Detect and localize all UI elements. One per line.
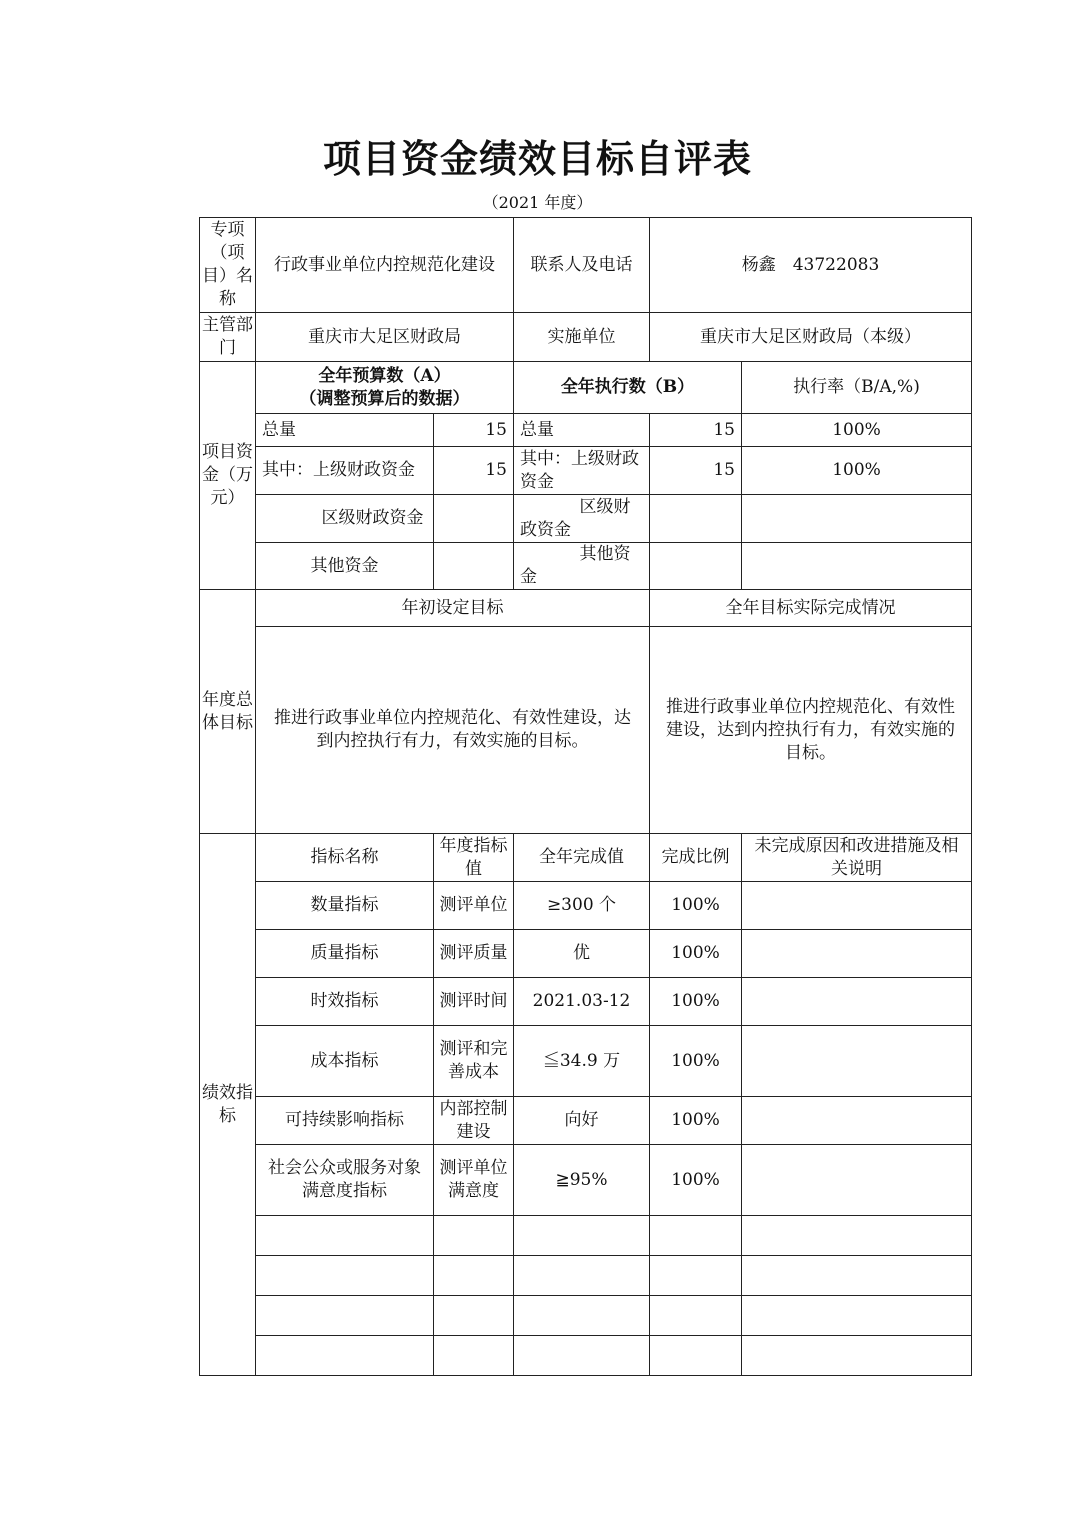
indicator-name (256, 1336, 434, 1376)
indicator-note (742, 1145, 972, 1216)
dept-label: 主管部门 (200, 313, 256, 362)
indicator-ratio (650, 1336, 742, 1376)
indicator-name: 成本指标 (256, 1026, 434, 1097)
indicator-name: 社会公众或服务对象满意度指标 (256, 1145, 434, 1216)
funds-row (200, 543, 972, 590)
indicator-ratio (650, 1216, 742, 1256)
funds-header-row (200, 362, 972, 414)
rate-row-value (742, 495, 972, 543)
indicator-actual: 优 (514, 930, 650, 978)
rate-row-value: 100% (742, 447, 972, 495)
indicator-row-empty (200, 1296, 972, 1336)
contact-label: 联系人及电话 (514, 218, 650, 313)
indicator-target: 测评和完善成本 (434, 1026, 514, 1097)
indicator-ratio: 100% (650, 1026, 742, 1097)
indicator-row-empty (200, 1336, 972, 1376)
indicator-row (200, 1097, 972, 1145)
indicator-name (256, 1216, 434, 1256)
indicator-ratio: 100% (650, 930, 742, 978)
budget-header-note: （调整预算后的数据） (299, 388, 470, 409)
exec-row-label: 总量 (514, 414, 650, 447)
impl-value: 重庆市大足区财政局（本级） (650, 313, 972, 362)
goals-set-text: 推进行政事业单位内控规范化、有效性建设，达到内控执行有力，有效实施的目标。 (256, 627, 650, 834)
budget-row-label: 区级财政资金 (256, 495, 434, 543)
indicator-ratio: 100% (650, 1145, 742, 1216)
contact-value: 杨鑫 43722083 (650, 218, 972, 313)
indicator-actual: ≧95% (514, 1145, 650, 1216)
indicator-ratio: 100% (650, 978, 742, 1026)
indicator-row (200, 1026, 972, 1097)
indicator-target: 测评单位满意度 (434, 1145, 514, 1216)
budget-row-value (434, 543, 514, 590)
goals-header-row (200, 590, 972, 627)
indicator-target (434, 1296, 514, 1336)
indicator-target (434, 1216, 514, 1256)
indicator-note (742, 1026, 972, 1097)
rate-row-value (742, 543, 972, 590)
indicator-row (200, 930, 972, 978)
budget-row-label: 其中：上级财政资金 (256, 447, 434, 495)
indicator-ratio: 100% (650, 1097, 742, 1145)
indicator-name-header: 指标名称 (256, 834, 434, 882)
indicator-name (256, 1296, 434, 1336)
funds-row (200, 414, 972, 447)
indicator-ratio: 100% (650, 882, 742, 930)
budget-row-value: 15 (434, 414, 514, 447)
indicator-actual: ≥300 个 (514, 882, 650, 930)
goals-actual-text: 推进行政事业单位内控规范化、有效性建设，达到内控执行有力，有效实施的目标。 (650, 627, 972, 834)
indicator-target: 测评单位 (434, 882, 514, 930)
exec-row-value: 15 (650, 447, 742, 495)
indicator-target-header: 年度指标值 (434, 834, 514, 882)
funds-section-label: 项目资金（万元） (200, 362, 256, 590)
indicator-row (200, 1145, 972, 1216)
indicator-actual (514, 1256, 650, 1296)
indicator-note (742, 1296, 972, 1336)
budget-row-label: 总量 (256, 414, 434, 447)
dept-value: 重庆市大足区财政局 (256, 313, 514, 362)
indicator-name (256, 1256, 434, 1296)
funds-row (200, 447, 972, 495)
indicator-target: 测评质量 (434, 930, 514, 978)
impl-label: 实施单位 (514, 313, 650, 362)
indicator-name: 可持续影响指标 (256, 1097, 434, 1145)
indicator-note (742, 1097, 972, 1145)
exec-row-value: 15 (650, 414, 742, 447)
indicator-ratio (650, 1256, 742, 1296)
budget-row-value: 15 (434, 447, 514, 495)
goals-actual-header: 全年目标实际完成情况 (650, 590, 972, 627)
indicator-actual (514, 1336, 650, 1376)
indicator-name: 时效指标 (256, 978, 434, 1026)
rate-row-value: 100% (742, 414, 972, 447)
indicator-note (742, 1336, 972, 1376)
indicator-row-empty (200, 1216, 972, 1256)
exec-row-label: 区级财政资金 (514, 495, 650, 543)
rate-header: 执行率（B/A,%) (742, 362, 972, 414)
indicator-target: 测评时间 (434, 978, 514, 1026)
indicator-ratio-header: 完成比例 (650, 834, 742, 882)
funds-row (200, 495, 972, 543)
indicator-note (742, 1216, 972, 1256)
indicator-note-header: 未完成原因和改进措施及相关说明 (742, 834, 972, 882)
indicator-row-empty (200, 1256, 972, 1296)
indicator-actual (514, 1216, 650, 1256)
project-name-row (200, 218, 972, 313)
project-name-value: 行政事业单位内控规范化建设 (256, 218, 514, 313)
indicator-row (200, 882, 972, 930)
indicator-row (200, 978, 972, 1026)
indicator-name: 质量指标 (256, 930, 434, 978)
exec-row-value (650, 543, 742, 590)
indicator-note (742, 882, 972, 930)
page-title: 项目资金绩效目标自评表 (322, 136, 752, 181)
goals-content-row (200, 627, 972, 834)
indicator-note (742, 1256, 972, 1296)
exec-row-label: 其他资金 (514, 543, 650, 590)
indicator-actual: ≦34.9 万 (514, 1026, 650, 1097)
project-name-label: 专项（项目）名称 (200, 218, 256, 313)
indicator-actual (514, 1296, 650, 1336)
indicator-name: 数量指标 (256, 882, 434, 930)
budget-header (256, 362, 514, 414)
indicators-header-row (200, 834, 972, 882)
self-evaluation-table (199, 217, 972, 1376)
exec-row-value (650, 495, 742, 543)
indicator-target: 内部控制建设 (434, 1097, 514, 1145)
indicators-section-label: 绩效指标 (200, 834, 256, 1376)
indicator-actual-header: 全年完成值 (514, 834, 650, 882)
goals-section-label: 年度总体目标 (200, 590, 256, 834)
indicator-actual: 2021.03-12 (514, 978, 650, 1026)
indicator-actual: 向好 (514, 1097, 650, 1145)
dept-row (200, 313, 972, 362)
indicator-ratio (650, 1296, 742, 1336)
budget-row-label: 其他资金 (256, 543, 434, 590)
budget-row-value (434, 495, 514, 543)
exec-header: 全年执行数（B） (514, 362, 742, 414)
exec-row-label: 其中：上级财政资金 (514, 447, 650, 495)
indicator-target (434, 1256, 514, 1296)
indicator-note (742, 978, 972, 1026)
indicator-note (742, 930, 972, 978)
goals-set-header: 年初设定目标 (256, 590, 650, 627)
budget-header-title: 全年预算数（A） (318, 365, 451, 386)
indicator-target (434, 1336, 514, 1376)
year-subtitle: （2021 年度） (482, 193, 593, 212)
